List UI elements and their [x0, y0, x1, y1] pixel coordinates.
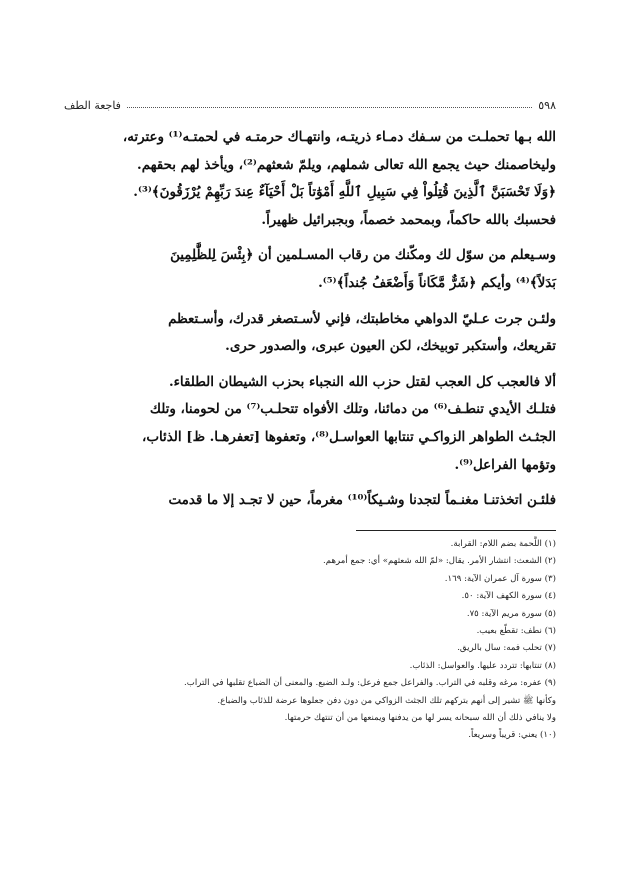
text-line: فلئـن اتخذتنـا مغنـماً لتجدنا وشـيكاً⁽¹⁰⁾ مغرماً، حين لا تجـد إلا ما قدمت: [168, 492, 556, 509]
text-line: بَدَلاً﴾⁽⁴⁾ وأيكم ﴿شَرٌّ مَّكَاناً وَأَضْعَفُ جُنداً﴾⁽⁵⁾.: [318, 274, 556, 291]
footnote-9-cont: ولا ينافي ذلك أن الله سبحانه يسر لها من يدفنها ويمنعها من أن تنتهك حرمتها.: [284, 713, 556, 724]
text-line: وليخاصمنك حيث يجمع الله تعالى شملهم، ويلمّ شعثهم⁽²⁾، ويأخذ لهم بحقهم.: [137, 156, 556, 173]
text-line: الجثـث الطواهر الزواكـي تنتابها العواسـل⁽⁸⁾، وتعفوها [تعفرهـا. ظ] الذئاب،: [142, 428, 556, 445]
text-line: الله بـها تحملـت من سـفك دمـاء ذريتـه، وانتهـاك حرمتـه في لحمتـه⁽¹⁾ وعترته،: [122, 129, 556, 145]
text-line: تقريعك، وأستكبر توبيخك، لكن العيون عبرى، والصدور حرى.: [225, 338, 556, 355]
footnote-2: (٢) الشعث: انتشار الأمر. يقال: «لمّ الله شعثهم» أي: جمع أمرهم.: [323, 556, 556, 567]
quran-verse: ﴿وَلَا تَحْسَبَنَّ ٱلَّذِينَ قُتِلُواْ فِي سَبِيلِ ٱللَّهِ أَمْوَٰتاً بَلْ أَحْيَآءٌ عِندَ رَبِّهِمْ يُرْزَقُونَ﴾⁽³⁾.: [133, 184, 556, 201]
paragraph-2: [64, 242, 556, 297]
paragraph-3: [64, 306, 556, 361]
text-line: ولئـن جرت عـليّ الدواهي مخاطبتك، فإني لأسـتصغر قدرك، وأسـتعظم: [168, 310, 556, 327]
footnote-9-cont: وكأنها ﷺ تشير إلى أنهم بتركهم تلك الجثث الزواكي من دون دفن جعلوها عرضة للذئاب والضباع.: [217, 695, 556, 706]
footnote-6: (٦) نطف: تقطّع بعيب.: [476, 626, 556, 637]
footnote-5: (٥) سورة مريم الآية: ٧٥.: [466, 608, 556, 619]
text-line: وسـيعلم من سوّل لك ومكّنك من رقاب المسـلمين أن ﴿بِئْسَ لِلظَّٰلِمِينَ: [170, 247, 556, 264]
footnote-separator: [356, 530, 556, 531]
footnote-4: (٤) سورة الكهف الآية: ٥٠.: [461, 591, 556, 602]
footnotes: [64, 536, 556, 745]
paragraph-4: [64, 369, 556, 479]
main-text: [64, 124, 556, 519]
running-title: فاجعة الطف: [64, 98, 121, 112]
footnote-10: (١٠) يعني: قريباً وسريعاً.: [468, 730, 556, 741]
text-line: ألا فالعجب كل العجب لقتل حزب الله النجباء بحزب الشيطان الطلقاء.: [168, 373, 556, 390]
header-dotted-leader: [127, 107, 532, 108]
paragraph-1: [64, 124, 556, 234]
footnote-3: (٣) سورة آل عمران الآية: ١٦٩.: [444, 573, 556, 584]
text-line: فحسبك بالله حاكماً، وبمحمد خصماً، وبجبرائيل ظهيراً.: [261, 211, 556, 228]
footnote-8: (٨) تنتابها: تتردد عليها. والعواسل: الذئاب.: [409, 660, 556, 671]
footnote-7: (٧) تحلب فمه: سال بالريق.: [457, 643, 556, 654]
footnote-1: (١) اللَّحمة بضم اللام: القرابة.: [450, 539, 556, 549]
paragraph-5: [64, 487, 556, 515]
page-header: [64, 96, 556, 114]
footnote-9: (٩) عفره: مرغه وقلبه في التراب. والفراعل جمع فرعل: ولـد الضبع. والمعنى أن الضباع تقلبها في التراب.: [184, 678, 556, 689]
page-number: ٥٩٨: [538, 98, 556, 112]
text-line: وتؤمها الفراعل⁽⁹⁾.: [454, 456, 556, 473]
text-line: فتلـك الأيدي تنطـف⁽⁶⁾ من دمائنا، وتلك الأفواه تتحلـب⁽⁷⁾ من لحومنا، وتلك: [149, 401, 556, 418]
